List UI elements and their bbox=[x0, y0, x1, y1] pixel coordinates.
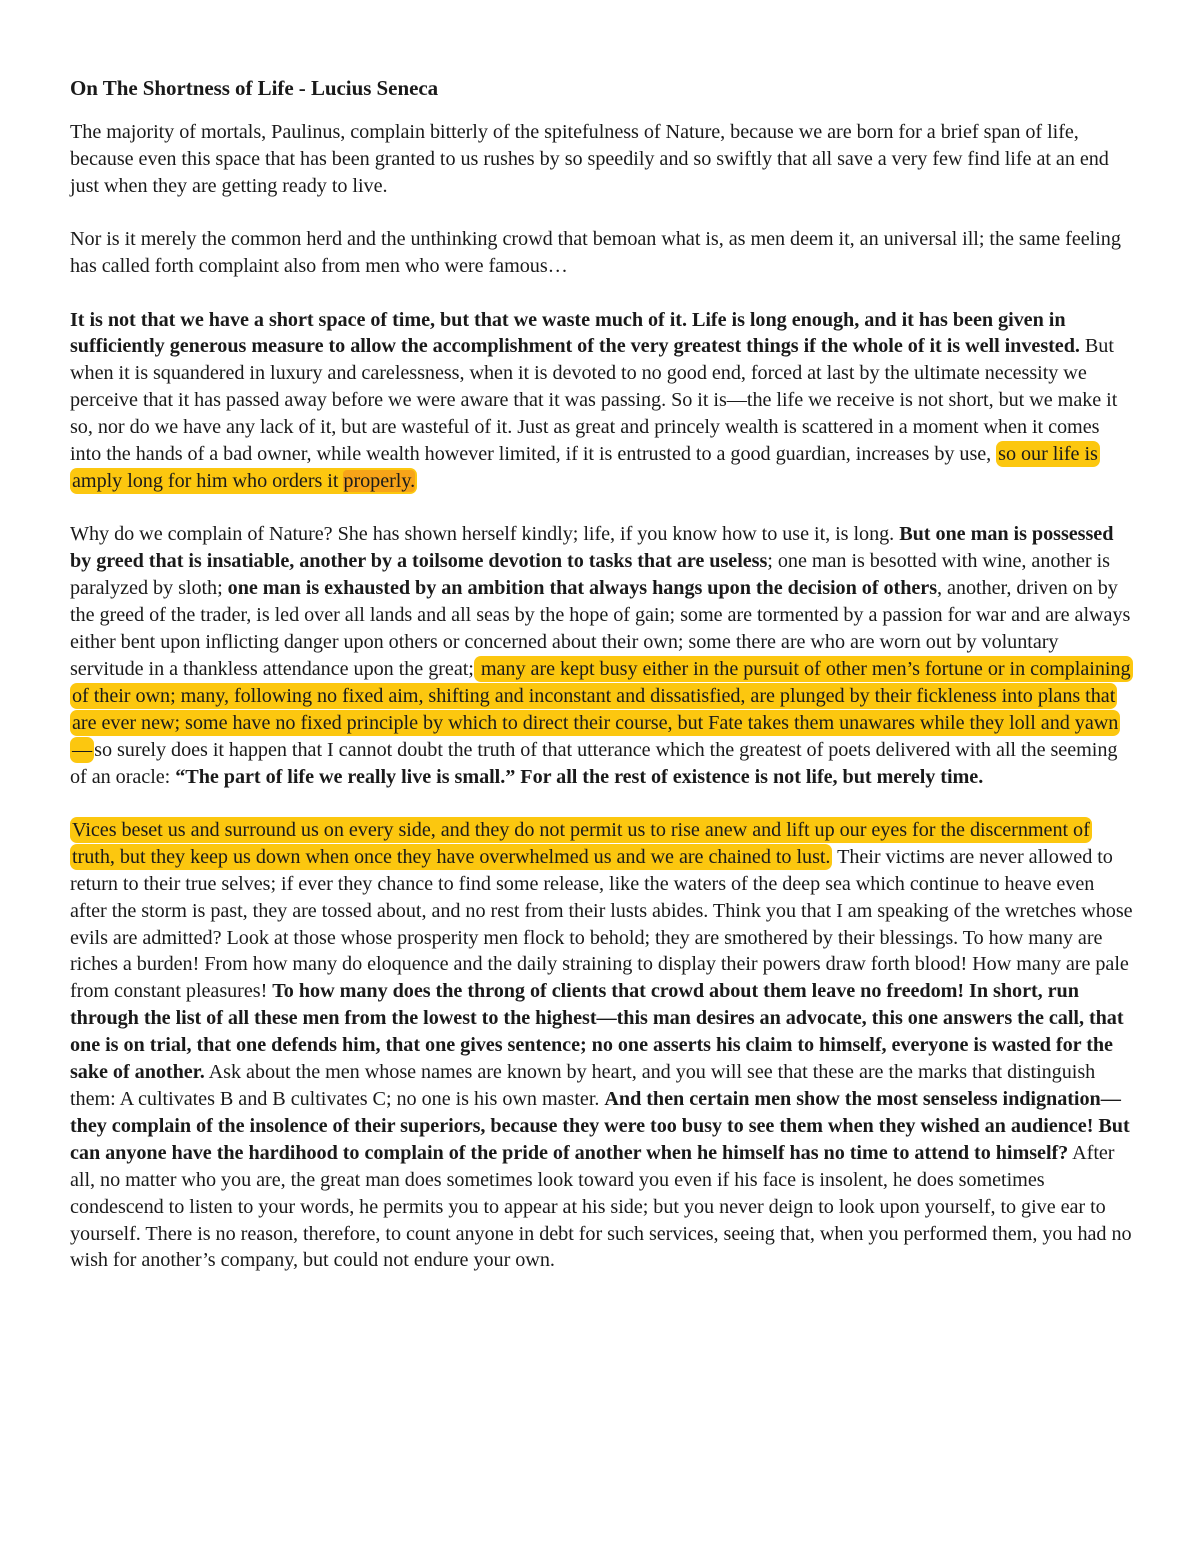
paragraph-1: The majority of mortals, Paulinus, complain bitterly of the spitefulness of Nature, because we are born for a brief span of life, because even this space that has been granted to us rushes by so speedily and so swiftly that all save a very few find life at an end just when they are getting ready to live. bbox=[70, 121, 1109, 197]
paragraph-text: Their victims are never allowed to return to their true selves; if ever they chance to find some release, like the waters of the deep sea which continue to heave even after the storm is past, they are tossed about, and no rest from their lusts abides. Think you that I am speaking of the wretches whose evils are admitted? Look at those whose prosperity men flock to behold; they are smothered by their blessings. To how many are riches a burden! From how many do eloquence and the daily straining to display their powers draw forth blood! How many are pale from constant pleasures! bbox=[70, 845, 1133, 1003]
bold-passage: And then certain men show the most senseless indignation—they complain of the insolence of their superiors, because they were too busy to see them when they wished an audience! But can anyone have the hardihood to complain of the pride of another when he himself has no time to attend to himself? bbox=[70, 1088, 1130, 1164]
highlight-dark-text: properly. bbox=[343, 469, 416, 492]
paragraph-text: so surely does it happen that I cannot doubt the truth of that utterance which the greatest of poets delivered with all the seeming of an oracle: bbox=[70, 738, 1118, 788]
paragraph-text: Why do we complain of Nature? She has shown herself kindly; life, if you know how to use it, is long. bbox=[70, 523, 900, 546]
paragraph-4 bbox=[70, 521, 1135, 790]
paragraph-5 bbox=[70, 817, 1135, 1274]
paragraph-text: But when it is squandered in luxury and carelessness, when it is devoted to no good end, forced at last by the ultimate necessity we perceive that it has passed away before we were aware that it was passing. So it is—the life we receive is not short, but we make it so, nor do we have any lack of it, but are wasteful of it. Just as great and princely wealth is scattered in a moment when it comes into the hands of a bad owner, while wealth however limited, if it is entrusted to a good guardian, increases by use, bbox=[70, 335, 1118, 466]
document-title: On The Shortness of Life - Lucius Seneca bbox=[70, 76, 439, 100]
paragraph-text: After all, no matter who you are, the great man does sometimes look toward you even if his face is insolent, he does sometimes condescend to listen to your words, he permits you to appear at his side; but you never deign to look upon yourself, to give ear to yourself. There is no reason, therefore, to count anyone in debt for such services, seeing that, when you performed them, you had no wish for another’s company, but could not endure your own. bbox=[70, 1141, 1132, 1272]
paragraph-text: Ask about the men whose names are known by heart, and you will see that these are the marks that distinguish them: A cultivates B and B cultivates C; no one is his own master. bbox=[70, 1061, 1096, 1110]
bold-passage: “The part of life we really live is small.” For all the rest of existence is not life, but merely time. bbox=[175, 765, 984, 788]
document-page bbox=[70, 73, 1135, 1301]
bold-passage: one man is exhausted by an ambition that always hangs upon the decision of others bbox=[227, 577, 938, 600]
highlighted-passage: many are kept busy either in the pursuit of other men’s fortune or in complaining of their own; many, following no fixed aim, shifting and inconstant and dissatisfied, are plunged by their fickleness into plans that are ever new; some have no fixed principle by which to direct their course, but Fate takes them unawares while they loll and yawn— bbox=[72, 657, 1131, 761]
paragraph-2: Nor is it merely the common herd and the unthinking crowd that bemoan what is, as men deem it, an universal ill; the same feeling has called forth complaint also from men who were famous… bbox=[70, 228, 1121, 278]
bold-passage: But one man is possessed by greed that is insatiable, another by a toilsome devotion to tasks that are useless bbox=[70, 523, 1114, 573]
paragraph-3 bbox=[70, 307, 1135, 495]
bold-passage: To how many does the throng of clients that crowd about them leave no freedom! In short, run through the list of all these men from the lowest to the highest—this man desires an advocate, this one answers the call, that one is on trial, that one defends him, that one gives sentence; no one asserts his claim to himself, everyone is wasted for the sake of another. bbox=[70, 980, 1124, 1084]
highlighted-passage: Vices beset us and surround us on every side, and they do not permit us to rise anew and lift up our eyes for the discernment of truth, but they keep us down when once they have overwhelmed us and we are chained to lust. bbox=[72, 818, 1090, 868]
paragraph-text: , another, driven on by the greed of the trader, is led over all lands and all seas by the hope of gain; some are tormented by a passion for war and are always either bent upon inflicting danger upon others or concerned about their own; some there are who are worn out by voluntary servitude in a thankless attendance upon the great; bbox=[70, 577, 1131, 680]
highlight-text: so our life is amply long for him who orders it bbox=[72, 443, 1098, 492]
paragraph-text: ; one man is besotted with wine, another is paralyzed by sloth; bbox=[70, 550, 1110, 600]
bold-passage: It is not that we have a short space of time, but that we waste much of it. Life is long enough, and it has been given in sufficiently generous measure to allow the accomplishment of the very greatest things if the whole of it is well invested. bbox=[70, 308, 1080, 358]
